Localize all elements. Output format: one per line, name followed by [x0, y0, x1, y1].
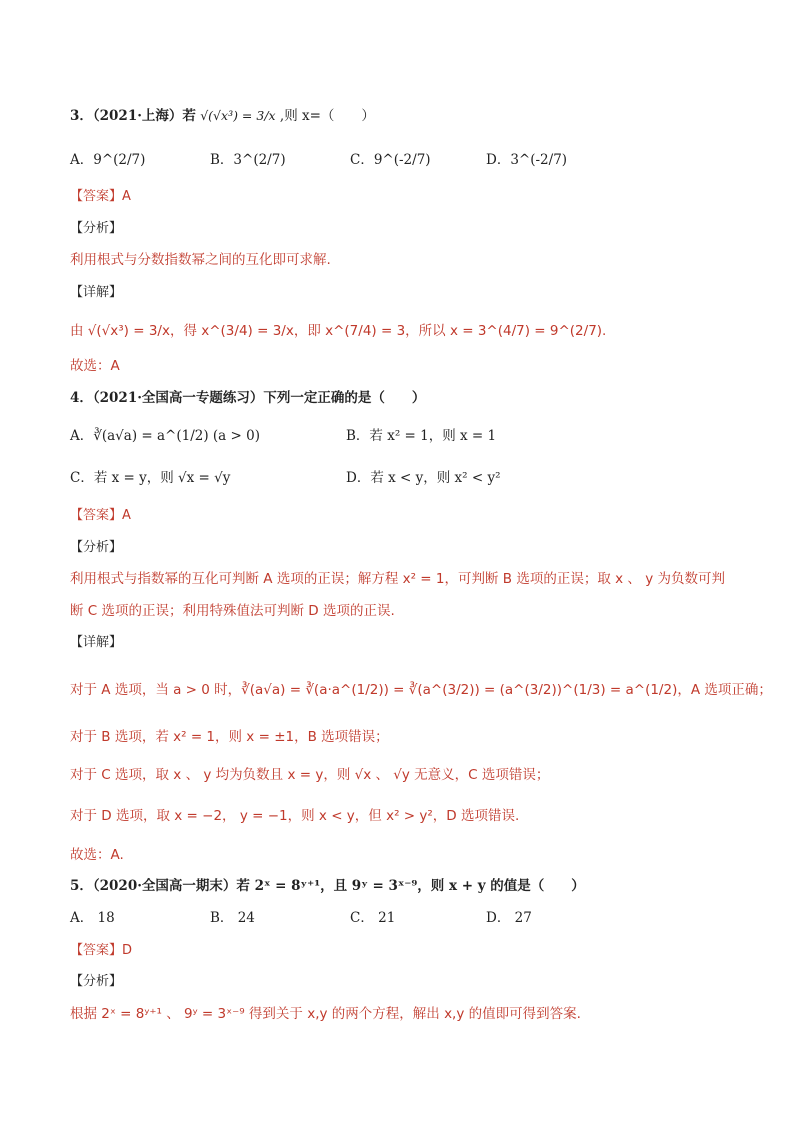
q4-detail-d: 对于 D 选项，取 x = −2， y = −1，则 x < y，但 x² > y²，D 选项错误. [70, 808, 520, 824]
q3-analysis-tag: 【分析】 [70, 221, 123, 236]
q5-answer: 【答案】D [70, 943, 133, 958]
q4-detail-tag: 【详解】 [70, 635, 123, 650]
q3-answer: 【答案】A [70, 189, 131, 204]
q5-title: 5．（2020·全国高一期末）若 2ˣ = 8ʸ⁺¹，且 9ʸ = 3ˣ⁻⁹，则 x + y 的值是（ ） [70, 878, 585, 894]
q3-detail: 由 √(√x³) = 3/x，得 x^(3/4) = 3/x，即 x^(7/4) = 3，所以 x = 3^(4/7) = 9^(2/7). [70, 323, 607, 339]
q3-option-c: C．9^(-2/7) [350, 152, 431, 168]
q4-analysis-line-1: 利用根式与指数幂的互化可判断 A 选项的正误；解方程 x² = 1，可判断 B 选项的正误；取 x 、 y 为负数可判 [70, 571, 725, 587]
q3-formula: √(√x³) = 3/x [200, 108, 276, 123]
q5-analysis-tag: 【分析】 [70, 974, 123, 989]
q4-detail-a: 对于 A 选项，当 a > 0 时，∛(a√a) = ∛(a·a^(1/2)) = ∛(a^(3/2)) = (a^(3/2))^(1/3) = a^(1/2)，A 选项正确； [70, 682, 772, 698]
q3-option-b: B．3^(2/7) [210, 152, 286, 168]
q3-option-d: D．3^(-2/7) [486, 152, 568, 168]
q3-conclusion: 故选：A [70, 358, 120, 374]
q3-analysis: 利用根式与分数指数幂之间的互化即可求解. [70, 252, 331, 268]
q3-title: 3．（2021·上海）若 [70, 108, 196, 124]
q3-stem-tail: ,则 x=（ ） [279, 108, 375, 124]
q5-analysis: 根据 2ˣ = 8ʸ⁺¹ 、 9ʸ = 3ˣ⁻⁹ 得到关于 x,y 的两个方程，解出 x,y 的值即可得到答案. [70, 1006, 581, 1022]
q4-option-d: D．若 x < y，则 x² < y² [346, 470, 501, 486]
q5-option-d: D． 27 [486, 910, 532, 926]
q3-option-a: A．9^(2/7) [70, 152, 146, 168]
q4-option-b: B．若 x² = 1，则 x = 1 [346, 428, 497, 444]
q4-detail-c: 对于 C 选项，取 x 、 y 均为负数且 x = y，则 √x 、 √y 无意义，C 选项错误； [70, 767, 550, 783]
q3-stem [70, 106, 730, 126]
q3-detail-tag: 【详解】 [70, 285, 123, 300]
q4-answer: 【答案】A [70, 508, 131, 523]
q4-detail-b: 对于 B 选项，若 x² = 1，则 x = ±1，B 选项错误； [70, 729, 389, 745]
q4-title: 4．（2021·全国高一专题练习）下列一定正确的是（ ） [70, 390, 426, 406]
q4-option-a: A．∛(a√a) = a^(1/2) (a > 0) [70, 428, 260, 444]
q5-option-b: B． 24 [210, 910, 255, 926]
q4-option-c: C．若 x = y，则 √x = √y [70, 470, 231, 486]
q4-analysis-tag: 【分析】 [70, 540, 123, 555]
q4-conclusion: 故选：A. [70, 847, 124, 863]
q5-option-c: C． 21 [350, 910, 396, 926]
q5-option-a: A． 18 [70, 910, 115, 926]
q4-analysis-line-2: 断 C 选项的正误；利用特殊值法可判断 D 选项的正误. [70, 603, 395, 619]
